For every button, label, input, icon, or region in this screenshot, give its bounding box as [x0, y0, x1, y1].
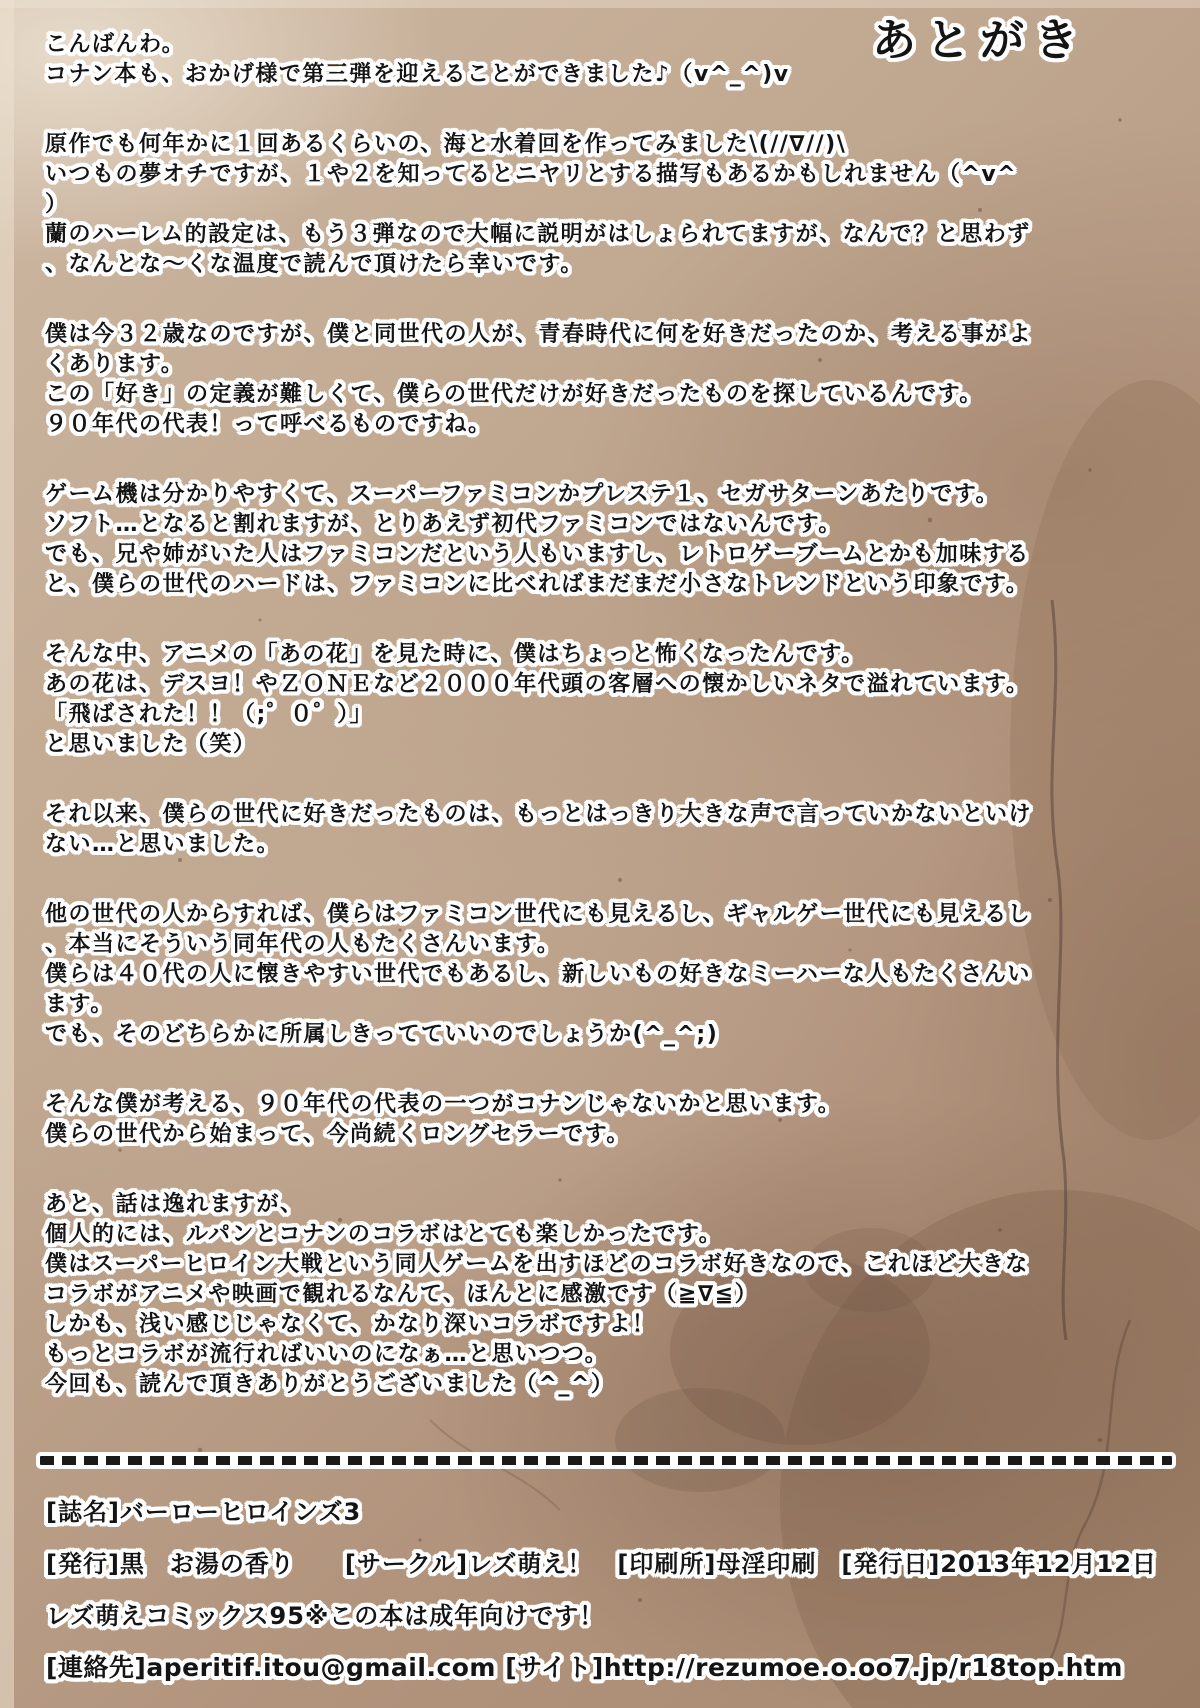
paragraph-conan-90s [45, 1090, 1167, 1150]
text-line: 「飛ばされた！！（;゜０゜）」 [45, 702, 374, 727]
text-line: ゲーム機は分かりやすくて、スーパーファミコンかプレステ１、セガサターンあたりです。 [45, 482, 1000, 507]
paragraph-game-consoles [45, 480, 1167, 600]
paragraph-generation [45, 320, 1167, 440]
text-line: あの花は、デスヨ！やＺＯＮＥなど２０００年代頭の客層への懐かしいネタで溢れています。 [45, 672, 1030, 697]
scan-edge-left [0, 0, 14, 1708]
text-line: くあります。 [45, 352, 185, 377]
paragraph-resolution [45, 800, 1167, 860]
paragraph-anohana [45, 640, 1167, 760]
text-line: 、なんとな〜くな温度で読んで頂けたら幸いです。 [45, 252, 584, 277]
paragraph-other-gens [45, 900, 1167, 1050]
text-line: ない…と思いました。 [45, 832, 281, 857]
text-line: しかも、浅い感じじゃなくて、かなり深いコラボですよ！ [45, 1312, 656, 1337]
text-line: ） [45, 192, 69, 217]
text-line: いつもの夢オチですが、１や２を知ってるとニヤリとする描写もあるかもしれません（^v^ [45, 162, 1018, 187]
text-line: そんな中、アニメの「あの花」を見た時に、僕はちょっと怖くなったんです。 [45, 642, 865, 667]
paragraph-greeting [45, 30, 1167, 90]
text-line: コラボがアニメや映画で観れるなんて、ほんとに感激です（≧∇≦） [45, 1282, 759, 1307]
afterword-text [45, 30, 1167, 1440]
paragraph-collab-thanks [45, 1190, 1167, 1400]
text-line: でも、そのどちらかに所属しきってていいのでしょうか(^_^;) [45, 1022, 719, 1047]
text-line: 、本当にそういう同年代の人もたくさんいます。 [45, 932, 561, 957]
text-line: 僕らは４０代の人に懐きやすい世代でもあるし、新しいもの好きなミーハーな人もたくさんい [45, 962, 1031, 987]
dashed-divider [36, 1452, 1176, 1469]
text-line: それ以来、僕らの世代に好きだったものは、もっとはっきり大きな声で言っていかないといけ [45, 802, 1033, 827]
page-title: あとがき [872, 15, 1088, 66]
text-line: 原作でも何年かに１回あるくらいの、海と水着回を作ってみました\(//∇//)\ [45, 132, 847, 157]
colophon-book-title: [誌名]バーローヒロインズ3 [46, 1498, 362, 1526]
text-line: 個人的には、ルパンとコナンのコラボはとても楽しかったです。 [45, 1222, 723, 1247]
colophon-series-note: レズ萌えコミックス95※この本は成年向けです！ [46, 1602, 605, 1630]
text-line: 僕はスーパーヒロイン大戦という同人ゲームを出すほどのコラボ好きなので、これほど大きな [45, 1252, 1029, 1277]
text-line: 蘭のハーレム的設定は、もう３弾なので大幅に説明がはしょられてますが、なんで？と思わず [45, 222, 1031, 247]
text-line: こんばんわ。 [45, 32, 186, 57]
text-line: ます。 [45, 992, 114, 1017]
text-line: コナン本も、おかげ様で第三弾を迎えることができました♪（v^_^)v [45, 62, 790, 87]
text-line: 僕は今３２歳なのですが、僕と同世代の人が、青春時代に何を好きだったのか、考える事がよ [45, 322, 1033, 347]
text-line: 今回も、読んで頂きありがとうございました（^_^） [45, 1372, 615, 1397]
text-line: と、僕らの世代のハードは、ファミコンに比べればまだまだ小さなトレンドという印象です。 [45, 572, 1030, 597]
text-line: ソフト…となると割れますが、とりあえず初代ファミコンではないんです。 [45, 512, 842, 537]
text-line: あと、話は逸れますが、 [45, 1192, 304, 1217]
colophon-publisher: [発行]黒 お湯の香り [サークル]レズ萌え！ [印刷所]母淫印刷 [発行日]2013年12月12日 [46, 1550, 1157, 1578]
text-line: そんな僕が考える、９０年代の代表の一つがコナンじゃないかと思います。 [45, 1092, 842, 1117]
text-line: ９０年代の代表！って呼べるものですね。 [45, 412, 492, 437]
text-line: もっとコラボが流行ればいいのになぁ…と思いつつ。 [45, 1342, 609, 1367]
text-line: と思いました（笑） [45, 732, 257, 757]
text-line: 僕らの世代から始まって、今尚続くロングセラーです。 [45, 1122, 630, 1147]
paragraph-swimsuit [45, 130, 1167, 280]
colophon [46, 1492, 1166, 1701]
colophon-contact-site: [連絡先]aperitif.itou@gmail.com [サイト]http://rezumoe.o.oo7.jp/r18top.htm [46, 1653, 1123, 1682]
text-line: この「好き」の定義が難しくて、僕らの世代だけが好きだったものを探しているんです。 [45, 382, 983, 407]
text-line: 他の世代の人からすれば、僕らはファミコン世代にも見えるし、ギャルゲー世代にも見えるし [45, 902, 1032, 927]
text-line: でも、兄や姉がいた人はファミコンだという人もいますし、レトロゲーブームとかも加味する [45, 542, 1030, 567]
